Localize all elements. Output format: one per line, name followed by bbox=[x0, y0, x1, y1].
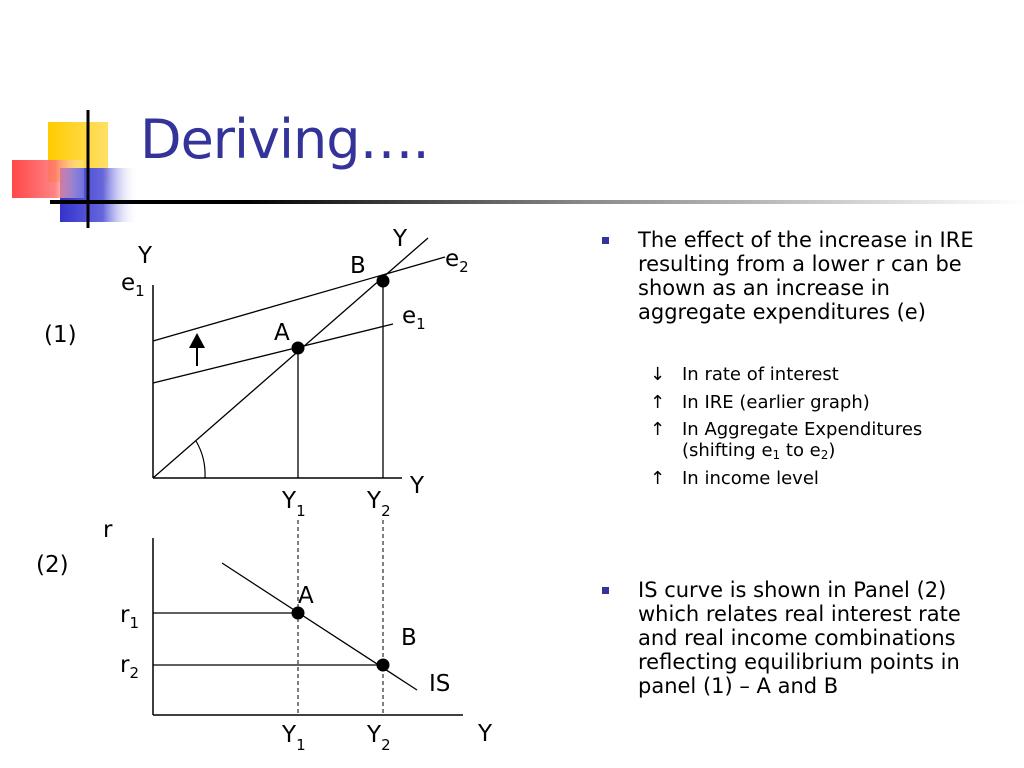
panel2-label: (2) bbox=[36, 552, 69, 578]
panel1-e1-line bbox=[153, 324, 393, 383]
panel2-is-curve-label: IS bbox=[429, 671, 451, 697]
down-arrow-icon: ↓ bbox=[650, 364, 666, 385]
panel1-e1-label: $e_1$ bbox=[402, 303, 426, 333]
panel2-point-b-label: B bbox=[401, 625, 417, 651]
slide-title: Deriving…. bbox=[140, 108, 429, 171]
panel2-y1-tick-label: $Y_1$ bbox=[282, 722, 306, 754]
sub-item-text: In Aggregate Expenditures (shifting $e_1$ to $e_2$) bbox=[682, 419, 923, 462]
sub-item-text: In rate of interest bbox=[682, 364, 839, 385]
panel1-point-a bbox=[292, 342, 305, 355]
panel1-y-axis-label: Y bbox=[138, 243, 153, 269]
panel1-e1-intercept-label: $e_1$ bbox=[121, 270, 145, 300]
panel2-r2-tick-label: $r_2$ bbox=[120, 652, 140, 682]
is-curve-diagram bbox=[0, 205, 590, 768]
up-arrow-icon bbox=[189, 333, 205, 366]
sub-item-aggregate-expenditures bbox=[650, 419, 990, 461]
panel1-x-axis-label: Y bbox=[410, 473, 425, 499]
up-arrow-icon: ↑ bbox=[650, 392, 666, 413]
bullet-text: IS curve is shown in Panel (2) which relates real interest rate and real income combinations reflecting equilibrium points in panel (1) – A and B bbox=[638, 578, 961, 698]
bullet-square-icon bbox=[602, 237, 609, 244]
bullet-square-icon bbox=[602, 587, 609, 594]
up-arrow-icon: ↑ bbox=[650, 419, 666, 440]
panel2-point-a-label: A bbox=[298, 583, 314, 609]
up-arrow-icon: ↑ bbox=[650, 468, 666, 489]
panel1-45-degree-label: Y bbox=[393, 226, 408, 252]
panel1-y1-tick-label: $Y_1$ bbox=[282, 488, 306, 520]
panel1-point-a-label: A bbox=[274, 320, 290, 346]
sub-item-ire bbox=[650, 392, 990, 413]
panel1-point-b-label: B bbox=[350, 253, 366, 279]
sub-item-text: In income level bbox=[682, 468, 819, 489]
panel2-y2-tick-label: $Y_2$ bbox=[367, 722, 391, 754]
bullet-item-is-curve bbox=[596, 578, 996, 698]
sub-item-text: In IRE (earlier graph) bbox=[682, 392, 870, 413]
panel1-e2-label: $e_2$ bbox=[445, 246, 469, 276]
panel2-is-curve bbox=[222, 563, 417, 690]
panel1-point-b bbox=[377, 275, 390, 288]
slide-logo bbox=[0, 0, 140, 230]
panel2-point-b bbox=[377, 659, 390, 672]
title-underline bbox=[50, 200, 1024, 204]
panel1-y2-tick-label: $Y_2$ bbox=[367, 488, 391, 520]
sub-item-interest-rate bbox=[650, 364, 990, 385]
bullet-item-effect bbox=[596, 228, 996, 324]
sub-item-income-level bbox=[650, 468, 990, 489]
logo-red-bar bbox=[12, 160, 84, 198]
panel1-label: (1) bbox=[44, 322, 77, 348]
panel2-y-axis-label: r bbox=[103, 517, 113, 543]
panel2-x-axis-label: Y bbox=[478, 721, 493, 747]
panel2-r1-tick-label: $r_1$ bbox=[120, 602, 140, 632]
panel1-angle-arc bbox=[196, 441, 205, 478]
bullet-text: The effect of the increase in IRE resulting from a lower r can be shown as an increase in aggregate expenditures (e) bbox=[638, 228, 974, 324]
